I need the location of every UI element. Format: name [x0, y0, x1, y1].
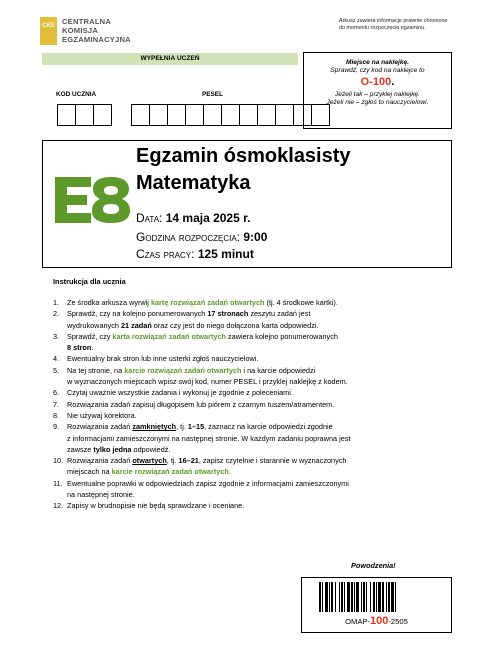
sticker-area[interactable]: [303, 52, 452, 129]
item-bold: 1–15: [187, 422, 205, 432]
item-text: [67, 308, 445, 331]
pesel-box[interactable]: [203, 104, 222, 126]
instruction-item: [53, 331, 445, 354]
item-bold: tylko jedna: [93, 444, 132, 454]
item-part: zeszytu zadań jest: [248, 309, 311, 319]
instruction-item: [53, 500, 445, 511]
start-value: 9:00: [243, 230, 268, 244]
item-part: z informacjami zamieszczonymi na następnej stronie. W każdym zadaniu poprawna jest: [67, 433, 351, 443]
item-number: 4.: [53, 354, 60, 364]
item-part: zawsze: [67, 444, 94, 454]
item-part: Na tej stronie, na: [67, 365, 125, 375]
pesel-box[interactable]: [149, 104, 168, 126]
item-text: [67, 455, 445, 478]
sticker-line-4: Jeżeli nie – zgłoś to nauczycielowi.: [326, 99, 429, 106]
instruction-item: [53, 297, 445, 308]
item-bold: 17 stronach: [207, 309, 249, 319]
item-bold: 16–21: [178, 456, 199, 466]
item-underline: zamkniętych: [132, 422, 177, 432]
pesel-box[interactable]: [257, 104, 276, 126]
item-part: i na karcie odpowiedzi: [241, 365, 316, 375]
code-number: 100: [370, 615, 389, 627]
item-part: , tj.: [176, 422, 188, 432]
arkusz-code: [302, 615, 451, 628]
item-underline: otwartych: [132, 456, 167, 466]
item-part: zawiera kolejno ponumerowanych: [225, 331, 338, 341]
pesel-label: PESEL: [202, 91, 223, 98]
item-text: [67, 365, 445, 388]
item-highlight: kartę rozwiązań zadań otwartych: [150, 298, 265, 307]
exam-duration-row: [136, 247, 254, 261]
item-highlight: karcie rozwiązań zadań otwartych: [124, 365, 242, 375]
item-text: Czytaj uważnie wszystkie zadania i wykonuj je zgodnie z poleceniami.: [67, 388, 293, 398]
item-part: .: [228, 467, 231, 477]
item-part: oraz czy jest do niego dołączona karta odpowiedzi.: [151, 320, 319, 330]
good-luck-text: Powodzenia!: [351, 561, 396, 570]
pesel-box[interactable]: [239, 104, 258, 126]
logo-mark: CKE: [40, 17, 57, 45]
duration-value: 125 minut: [197, 247, 254, 261]
logo-line-2: KOMISJA: [62, 26, 98, 35]
item-number: 5.: [53, 365, 60, 375]
item-number: 9.: [53, 422, 60, 432]
item-number: 3.: [53, 331, 60, 341]
sticker-line-2: Sprawdź, czy kod na naklejce to: [330, 67, 425, 74]
sticker-code: [304, 76, 451, 89]
pesel-box[interactable]: [167, 104, 186, 126]
logo-line-3: EGZAMINACYJNA: [62, 35, 131, 44]
item-part: Sprawdź, czy na kolejno ponumerowanych: [67, 309, 208, 319]
item-part: miejscach na: [67, 467, 112, 477]
student-fill-header: WYPEŁNIA UCZEŃ: [42, 53, 298, 65]
date-value: 14 maja 2025 r.: [165, 211, 251, 225]
item-part: w wyznaczonych miejscach wpisz swój kod, numer PESEL i przyklej naklejkę z kodem.: [67, 377, 348, 387]
item-part: .: [91, 343, 94, 353]
sticker-code-suffix: .: [391, 76, 395, 88]
item-text: Nie używaj korektora.: [67, 410, 137, 420]
sticker-code-value: O-100: [360, 76, 392, 88]
item-part: odpowiedź.: [131, 444, 171, 454]
item-number: 6.: [53, 388, 60, 398]
item-text: Ewentualny brak stron lub inne usterki zgłoś nauczycielowi.: [67, 354, 259, 364]
item-part: Rozwiązania zadań: [67, 422, 133, 432]
instruction-item: [53, 399, 445, 410]
pesel-field[interactable]: [131, 104, 329, 126]
protection-notice: Arkusz zawiera informacje prawnie chronione do momentu rozpoczęcia egzaminu.: [339, 18, 448, 31]
item-part: wydrukowanych: [67, 320, 121, 330]
pesel-box[interactable]: [131, 104, 150, 126]
item-text: [67, 297, 445, 308]
item-text: Zapisy w brudnopisie nie będą sprawdzane i oceniane.: [67, 501, 245, 511]
instruction-item: [53, 421, 445, 455]
item-number: 11.: [53, 478, 63, 488]
code-suffix: -2505: [388, 617, 408, 626]
code-box[interactable]: [57, 104, 76, 126]
exam-info-box: [42, 140, 452, 268]
student-code-field[interactable]: [57, 104, 111, 126]
date-label: Data:: [136, 211, 163, 225]
start-label: Godzina rozpoczęcia:: [136, 230, 241, 244]
item-highlight: karcie rozwiązań zadań otwartych: [111, 467, 229, 477]
cke-logo: [40, 17, 131, 45]
barcode-icon: [319, 582, 436, 612]
exam-date-row: [136, 211, 250, 225]
exam-subject: Matematyka: [136, 172, 251, 194]
instruction-item: [53, 353, 445, 364]
instruction-item: [53, 308, 445, 331]
item-number: 8.: [53, 410, 60, 420]
code-prefix: OMAP-: [345, 617, 371, 626]
pesel-box[interactable]: [185, 104, 204, 126]
instruction-item: [53, 365, 445, 388]
instructions-title: Instrukcja dla ucznia: [53, 277, 126, 286]
exam-start-row: [136, 230, 267, 244]
instruction-item: [53, 478, 445, 501]
duration-label: Czas pracy:: [136, 247, 195, 261]
logo-text: [62, 17, 131, 44]
logo-line-1: CENTRALNA: [62, 17, 112, 26]
item-bold: 8 stron: [67, 343, 92, 353]
sticker-line-1: Miejsce na naklejkę.: [345, 59, 410, 66]
item-part: Sprawdź, czy: [67, 331, 113, 341]
item-part: (tj. 4 środkowe kartki).: [264, 298, 338, 307]
instruction-item: [53, 410, 445, 421]
sticker-line-3: Jeżeli tak – przyklej naklejkę.: [334, 91, 421, 98]
pesel-box[interactable]: [221, 104, 240, 126]
instruction-item: [53, 387, 445, 398]
item-number: 7.: [53, 399, 60, 409]
item-part: Ewentualne poprawki w odpowiedziach zapisz zgodnie z informacjami zamieszczonymi: [67, 478, 349, 488]
instructions-list: [53, 297, 445, 512]
code-box[interactable]: [93, 104, 112, 126]
item-text: [67, 478, 445, 501]
item-text: Rozwiązania zadań zapisuj długopisem lub piórem z czarnym tuszem/atramentem.: [67, 399, 335, 409]
item-bold: 21 zadań: [120, 320, 152, 330]
item-text: [67, 331, 445, 354]
item-number: 10.: [53, 456, 64, 466]
item-highlight: karta rozwiązań zadań otwartych: [112, 331, 226, 341]
item-part: , zaznacz na karcie odpowiedzi zgodnie: [204, 422, 333, 432]
item-part: , zapisz czytelnie i starannie w wyznaczonych: [198, 456, 347, 466]
item-part: Ze środka arkusza wyrwij: [67, 298, 151, 307]
e8-logo-icon: [53, 175, 136, 225]
pesel-box[interactable]: [275, 104, 294, 126]
item-part: , tj.: [166, 456, 179, 466]
item-text: [67, 421, 445, 455]
item-number: 12.: [53, 501, 64, 511]
exam-title: Egzamin ósmoklasisty: [136, 145, 351, 167]
item-number: 2.: [53, 309, 60, 319]
item-number: 1.: [53, 298, 60, 307]
student-code-label: KOD UCZNIA: [56, 91, 97, 98]
barcode-area: [301, 577, 452, 633]
instruction-item: [53, 455, 445, 478]
item-part: na następnej stronie.: [67, 490, 135, 500]
item-part: Rozwiązania zadań: [67, 456, 133, 466]
code-box[interactable]: [75, 104, 94, 126]
